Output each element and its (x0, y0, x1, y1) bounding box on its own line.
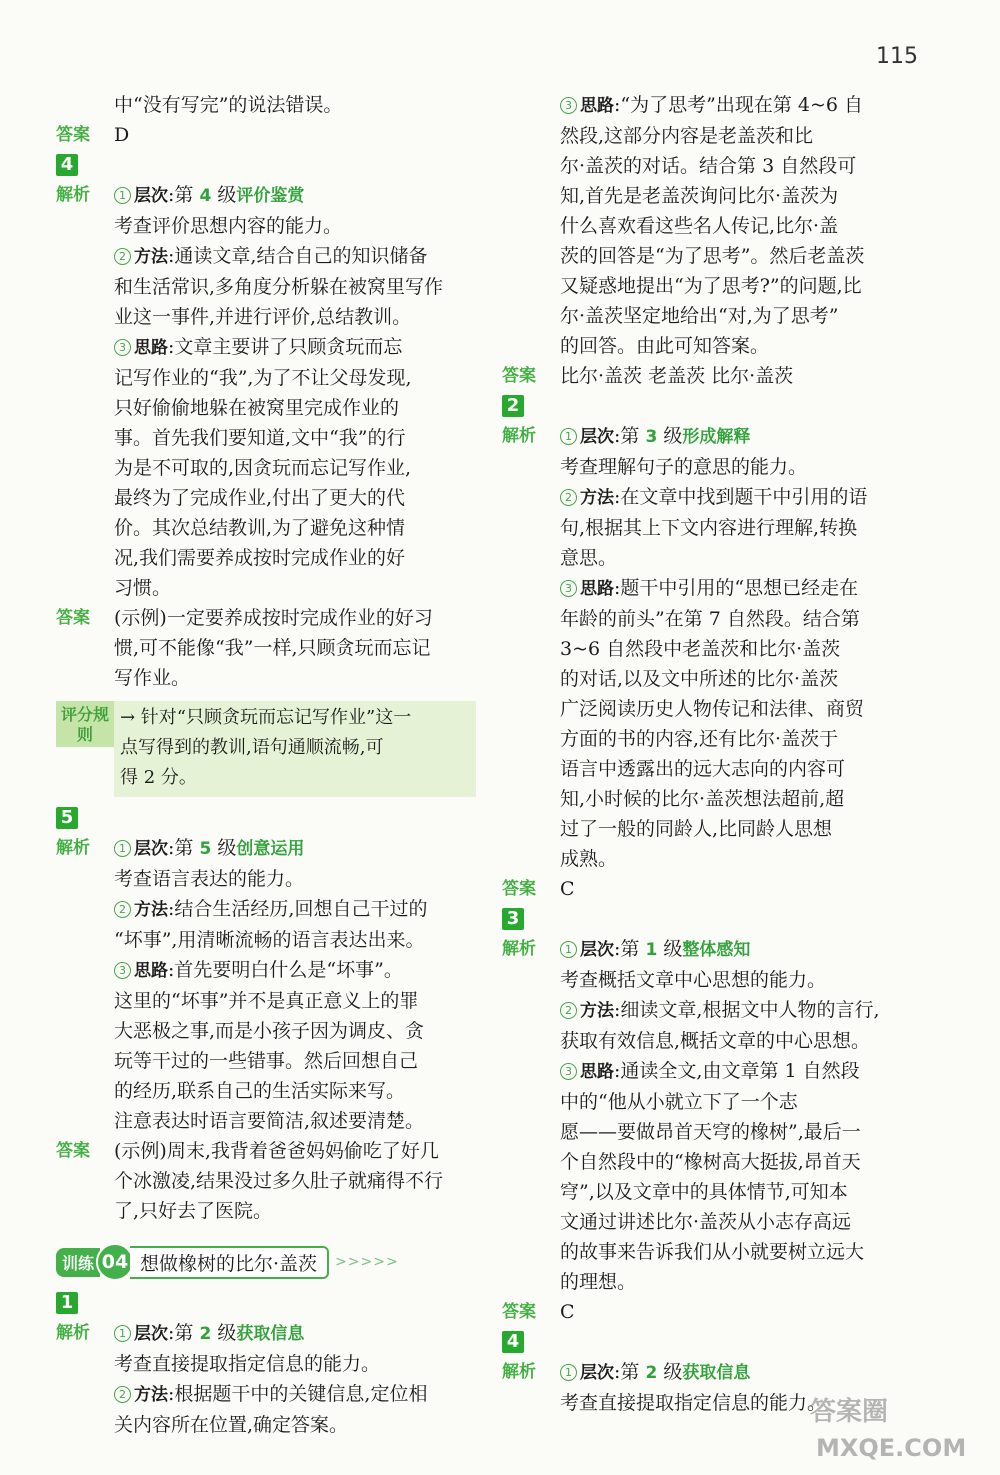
answer-row (502, 874, 922, 904)
page-number: 115 (876, 44, 918, 69)
think-text: 况,我们需要养成按时完成作业的好 (114, 547, 406, 569)
method-text: :通读文章,结合自己的知识储备 (168, 245, 428, 267)
level-line (114, 180, 476, 211)
analysis-content (114, 180, 476, 603)
circled-number: 3 (114, 339, 131, 356)
scoring-rules-tag: 评分规则 (56, 701, 114, 747)
method-label: 方法 (134, 1385, 168, 1405)
think-line (560, 573, 922, 604)
rules-text: → 针对“只顾贪玩而忘记写作业”这一 (120, 707, 412, 728)
analysis-tag: 解析 (502, 426, 536, 446)
level-label: 层次 (580, 1363, 614, 1383)
analysis-tag: 解析 (502, 1362, 536, 1382)
level-prefix: :第 (614, 425, 646, 447)
level-number: 2 (199, 1324, 212, 1344)
method-text: :结合生活经历,回想自己干过的 (168, 898, 428, 920)
answer-text: C (560, 878, 575, 900)
analysis-tag: 解析 (502, 939, 536, 959)
circled-number: 1 (114, 840, 131, 857)
think-text: 语言中透露出的远大志向的内容可 (560, 758, 846, 780)
think-text: 愿——要做昂首天穹的橡树”,最后一 (560, 1121, 861, 1143)
circled-number: 3 (560, 1063, 577, 1080)
think-text: 记写作业的“我”,为了不让父母发现, (114, 367, 412, 389)
think-line (114, 955, 476, 986)
think-text: 注意表达时语言要简洁,叙述要清楚。 (114, 1110, 425, 1132)
think-text: 事。首先我们要知道,文中“我”的行 (114, 427, 406, 449)
level-label: 层次 (580, 427, 614, 447)
method-text: 关内容所在位置,确定答案。 (114, 1414, 349, 1436)
answer-tag: 答案 (502, 366, 536, 386)
think-text: 方面的书的内容,还有比尔·盖茨于 (560, 728, 839, 750)
level-number: 5 (199, 839, 212, 859)
circled-number: 1 (114, 1325, 131, 1342)
analysis-row (56, 1318, 476, 1440)
think-text: :通读全文,由文章第 1 自然段 (614, 1060, 860, 1082)
answer-text: 惯,可不能像“我”一样,只顾贪玩而忘记 (114, 637, 431, 659)
method-text: 和生活常识,多角度分析躲在被窝里写作 (114, 276, 444, 298)
question-4 (56, 150, 476, 797)
level-desc: 考查直接提取指定信息的能力。 (560, 1392, 827, 1414)
answer-content (114, 1136, 476, 1226)
think-text: 年龄的前头”在第 7 自然段。结合第 (560, 608, 860, 630)
method-line (560, 995, 922, 1026)
think-text: 个自然段中的“橡树高大挺拔,昂首天 (560, 1151, 861, 1173)
method-label: 方法 (580, 1001, 614, 1021)
analysis-content (114, 1318, 476, 1440)
think-line (560, 90, 922, 121)
circled-number: 3 (560, 580, 577, 597)
think-text: 的回答。由此可知答案。 (560, 335, 770, 357)
answer-text: 了,只好去了医院。 (114, 1200, 273, 1222)
think-text: 习惯。 (114, 577, 172, 599)
answer-row (56, 603, 476, 693)
rules-text: 得 2 分。 (120, 767, 197, 788)
think-text: 价。其次总结教训,为了避免这种情 (114, 517, 406, 539)
analysis-content (560, 934, 922, 1297)
level-number: 1 (645, 940, 658, 960)
level-desc: 考查理解句子的意思的能力。 (560, 456, 808, 478)
question-1 (56, 1288, 476, 1440)
method-text: :根据题干中的关键信息,定位相 (168, 1383, 428, 1405)
analysis-content (114, 833, 476, 1136)
answer-text: 比尔·盖茨 老盖茨 比尔·盖茨 (560, 365, 794, 387)
question-1-continued (502, 90, 922, 391)
answer-row (502, 361, 922, 391)
level-line (560, 1357, 922, 1388)
analysis-row (56, 833, 476, 1136)
question-number: 2 (502, 395, 524, 417)
level-line (114, 1318, 476, 1349)
think-label: 思路 (580, 1062, 614, 1082)
think-text: 成熟。 (560, 848, 618, 870)
method-text: 业这一事件,并进行评价,总结教训。 (114, 306, 412, 328)
answer-tag: 答案 (56, 1141, 90, 1161)
method-label: 方法 (580, 488, 614, 508)
chevron-icon: >>>>> (335, 1254, 399, 1270)
scoring-rules (56, 701, 476, 797)
think-text: :首先要明白什么是“坏事”。 (168, 959, 403, 981)
think-text: 大恶极之事,而是小孩子因为调皮、贪 (114, 1020, 425, 1042)
level-name: 创意运用 (236, 839, 305, 859)
level-name: 评价鉴赏 (236, 186, 305, 206)
think-text: 的理想。 (560, 1271, 637, 1293)
question-number: 5 (56, 807, 78, 829)
level-number: 3 (645, 427, 658, 447)
think-text: 的对话,以及文中所述的比尔·盖茨 (560, 668, 839, 690)
answer-row (502, 1297, 922, 1327)
level-label: 层次 (134, 1324, 168, 1344)
left-column (56, 90, 476, 1440)
analysis-row (56, 180, 476, 603)
level-line (560, 421, 922, 452)
method-text: 意思。 (560, 547, 618, 569)
answer-content (560, 1297, 922, 1327)
level-desc: 考查直接提取指定信息的能力。 (114, 1353, 381, 1375)
think-text: 3~6 自然段中老盖茨和比尔·盖茨 (560, 638, 841, 660)
think-text: 玩等干过的一些错事。然后回想自己 (114, 1050, 419, 1072)
circled-number: 2 (560, 489, 577, 506)
method-line (114, 1379, 476, 1410)
method-text: :在文章中找到题干中引用的语 (614, 486, 868, 508)
method-text: 获取有效信息,概括文章的中心思想。 (560, 1030, 871, 1052)
question-number: 1 (56, 1292, 78, 1314)
method-label: 方法 (134, 900, 168, 920)
level-label: 层次 (580, 940, 614, 960)
think-line (114, 332, 476, 363)
method-line (560, 482, 922, 513)
scoring-rules-box (114, 701, 476, 797)
think-text: 尔·盖茨的对话。结合第 3 自然段可 (560, 155, 857, 177)
analysis-row (502, 90, 922, 361)
circled-number: 2 (114, 901, 131, 918)
level-prefix: :第 (168, 1322, 200, 1344)
think-text: :“为了思考”出现在第 4~6 自 (614, 94, 864, 116)
think-text: 为是不可取的,因贪玩而忘记写作业, (114, 457, 412, 479)
analysis-content (560, 421, 922, 874)
method-line (114, 241, 476, 272)
question-number: 4 (56, 154, 78, 176)
analysis-tag: 解析 (56, 1323, 90, 1343)
level-desc: 考查评价思想内容的能力。 (114, 215, 343, 237)
level-desc: 考查概括文章中心思想的能力。 (560, 969, 827, 991)
continued-text: 中“没有写完”的说法错误。 (114, 94, 343, 116)
think-label: 思路 (580, 96, 614, 116)
think-label: 思路 (134, 961, 168, 981)
answer-tag: 答案 (502, 1302, 536, 1322)
rules-text: 点写得到的教训,语句通顺流畅,可 (120, 737, 384, 758)
watermark-text: 答案圈 (810, 1397, 889, 1427)
think-label: 思路 (580, 579, 614, 599)
question-3 (502, 904, 922, 1327)
level-suffix: 级 (211, 184, 237, 206)
level-name: 整体感知 (682, 940, 751, 960)
level-prefix: :第 (168, 184, 200, 206)
level-label: 层次 (134, 839, 168, 859)
answer-text: C (560, 1301, 575, 1323)
analysis-tag: 解析 (56, 185, 90, 205)
think-text: 然段,这部分内容是老盖茨和比 (560, 125, 814, 147)
question-2 (502, 391, 922, 904)
watermark-sub: MXQE.COM (816, 1434, 967, 1462)
answer-text: D (114, 124, 130, 146)
analysis-row (502, 421, 922, 874)
think-line (560, 1056, 922, 1087)
level-suffix: 级 (211, 1322, 237, 1344)
think-text: 只好偷偷地躲在被窝里完成作业的 (114, 397, 400, 419)
think-text: 知,首先是老盖茨询问比尔·盖茨为 (560, 185, 839, 207)
think-text: 最终为了完成作业,付出了更大的代 (114, 487, 406, 509)
think-text: 文通过讲述比尔·盖茨从小志存高远 (560, 1211, 852, 1233)
think-text: 广泛阅读历史人物传记和法律、商贸 (560, 698, 865, 720)
watermark-logo (806, 1386, 986, 1468)
method-text: 句,根据其上下文内容进行理解,转换 (560, 517, 858, 539)
answer-row (56, 120, 476, 150)
answer-content (560, 874, 922, 904)
think-text: 什么喜欢看这些名人传记,比尔·盖 (560, 215, 839, 237)
circled-number: 3 (560, 97, 577, 114)
circled-number: 1 (114, 187, 131, 204)
level-label: 层次 (134, 186, 168, 206)
circled-number: 1 (560, 1364, 577, 1381)
level-line (114, 833, 476, 864)
training-label: 训练 (56, 1248, 100, 1277)
level-prefix: :第 (614, 1361, 646, 1383)
training-number: 04 (96, 1243, 134, 1281)
question-number: 3 (502, 908, 524, 930)
answer-tag: 答案 (56, 608, 90, 628)
level-desc: 考查语言表达的能力。 (114, 868, 305, 890)
answer-row (56, 1136, 476, 1226)
analysis-row (502, 934, 922, 1297)
level-number: 2 (645, 1363, 658, 1383)
think-text: 的故事来告诉我们从小就要树立远大 (560, 1241, 865, 1263)
answer-text: (示例)周末,我背着爸爸妈妈偷吃了好几 (114, 1140, 439, 1162)
analysis-tag: 解析 (56, 838, 90, 858)
circled-number: 2 (114, 1386, 131, 1403)
think-text: :文章主要讲了只顾贪玩而忘 (168, 336, 403, 358)
level-prefix: :第 (168, 837, 200, 859)
think-text: 这里的“坏事”并不是真正意义上的罪 (114, 990, 419, 1012)
method-line (114, 894, 476, 925)
answer-content (114, 603, 476, 693)
level-name: 获取信息 (682, 1363, 751, 1383)
level-name: 形成解释 (682, 427, 751, 447)
question-number: 4 (502, 1331, 524, 1353)
answer-text: 写作业。 (114, 667, 191, 689)
method-text: :细读文章,根据文中人物的言行, (614, 999, 880, 1021)
level-number: 4 (199, 186, 212, 206)
answer-content (560, 361, 922, 391)
training-header (56, 1244, 476, 1280)
level-suffix: 级 (657, 938, 683, 960)
method-label: 方法 (134, 247, 168, 267)
circled-number: 1 (560, 941, 577, 958)
answer-tag: 答案 (502, 879, 536, 899)
circled-number: 3 (114, 962, 131, 979)
level-name: 获取信息 (236, 1324, 305, 1344)
think-text: 穹”,以及文章中的具体情节,可知本 (560, 1181, 848, 1203)
level-suffix: 级 (211, 837, 237, 859)
question-5 (56, 803, 476, 1226)
level-prefix: :第 (614, 938, 646, 960)
answer-text: 个冰激凌,结果没过多久肚子就痛得不行 (114, 1170, 444, 1192)
circled-number: 2 (560, 1002, 577, 1019)
level-line (560, 934, 922, 965)
level-suffix: 级 (657, 425, 683, 447)
think-text: 尔·盖茨坚定地给出“对,为了思考” (560, 305, 839, 327)
training-title: 想做橡树的比尔·盖茨 (130, 1246, 329, 1279)
circled-number: 2 (114, 248, 131, 265)
think-text: 中的“他从小就立下了一个志 (560, 1091, 798, 1113)
right-column (502, 90, 922, 1418)
level-suffix: 级 (657, 1361, 683, 1383)
think-text: 过了一般的同龄人,比同龄人思想 (560, 818, 833, 840)
think-label: 思路 (134, 338, 168, 358)
think-text: 知,小时候的比尔·盖茨想法超前,超 (560, 788, 845, 810)
think-text: 茨的回答是“为了思考”。然后老盖茨 (560, 245, 865, 267)
circled-number: 1 (560, 428, 577, 445)
think-text: 的经历,联系自己的生活实际来写。 (114, 1080, 406, 1102)
answer-text: (示例)一定要养成按时完成作业的好习 (114, 607, 433, 629)
analysis-content (560, 90, 922, 361)
think-text: 又疑惑地提出“为了思考?”的问题,比 (560, 275, 862, 297)
method-text: “坏事”,用清晰流畅的语言表达出来。 (114, 929, 425, 951)
answer-tag: 答案 (56, 125, 90, 145)
think-text: :题干中引用的“思想已经走在 (614, 577, 859, 599)
